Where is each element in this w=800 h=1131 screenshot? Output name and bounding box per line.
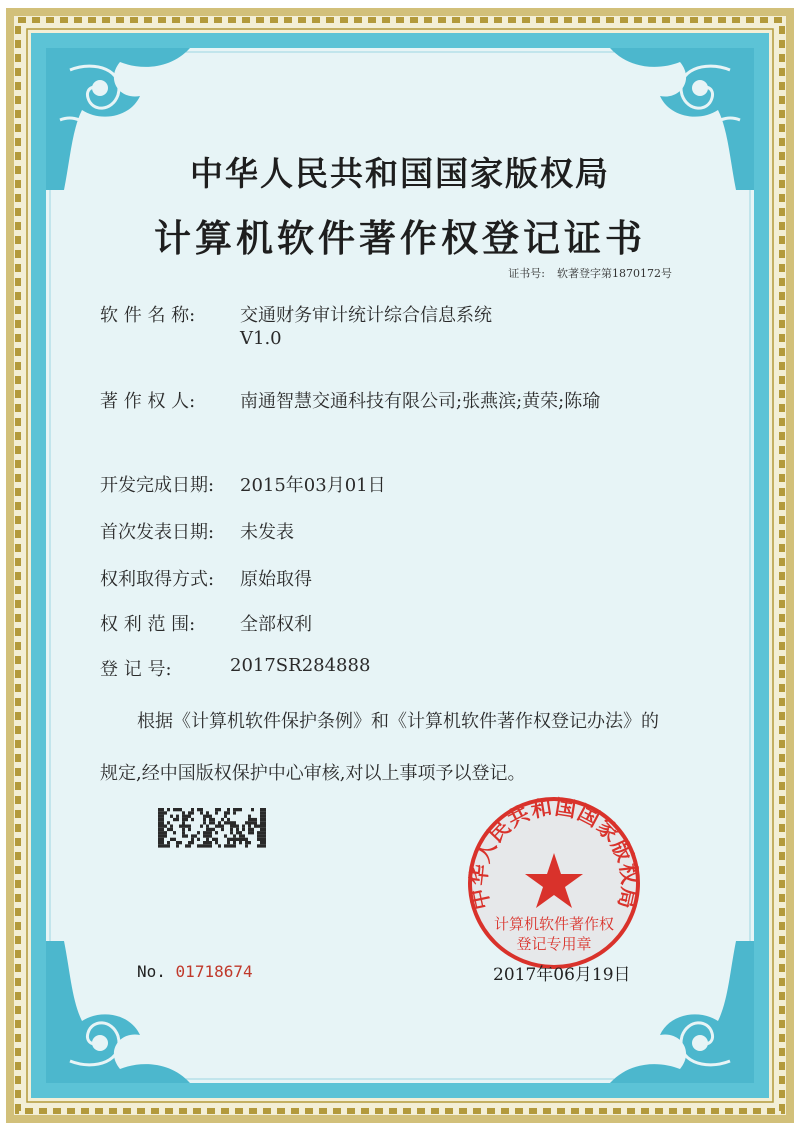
barcode-module <box>233 825 236 828</box>
barcode-module <box>206 811 209 814</box>
barcode-module <box>227 818 230 821</box>
completion-date-label: 开发完成日期: <box>100 475 215 496</box>
barcode-module <box>173 818 176 821</box>
barcode-module <box>260 821 263 824</box>
barcode-module <box>260 811 263 814</box>
barcode-module <box>173 808 176 811</box>
barcode-module <box>242 828 245 831</box>
barcode-module <box>197 844 200 847</box>
barcode-module <box>161 828 164 831</box>
barcode-module <box>191 811 194 814</box>
rights-scope-label: 权 利 范 围: <box>100 614 196 635</box>
barcode-module <box>200 808 203 811</box>
certificate-title: 计算机软件著作权登记证书 <box>154 216 646 260</box>
barcode-module <box>227 821 230 824</box>
barcode-module <box>158 818 161 821</box>
barcode-module <box>224 844 227 847</box>
barcode-module <box>233 834 236 837</box>
barcode-module <box>227 808 230 811</box>
barcode-module <box>260 815 263 818</box>
barcode-module <box>206 815 209 818</box>
barcode-module <box>236 825 239 828</box>
barcode-module <box>218 821 221 824</box>
barcode-module <box>158 828 161 831</box>
barcode-module <box>158 844 161 847</box>
acquisition-method-value: 原始取得 <box>240 569 312 590</box>
barcode-module <box>239 831 242 834</box>
barcode-module <box>182 834 185 837</box>
barcode-module <box>242 838 245 841</box>
software-name-label: 软 件 名 称: <box>100 305 196 326</box>
barcode-module <box>257 825 260 828</box>
barcode <box>158 808 266 848</box>
barcode-module <box>191 818 194 821</box>
barcode-module <box>236 808 239 811</box>
copyright-owner-value: 南通智慧交通科技有限公司;张燕滨;黄荣;陈瑜 <box>240 391 601 412</box>
barcode-module <box>170 838 173 841</box>
barcode-module <box>209 828 212 831</box>
barcode-module <box>203 815 206 818</box>
barcode-module <box>158 821 161 824</box>
barcode-module <box>248 831 251 834</box>
barcode-module <box>185 834 188 837</box>
barcode-module <box>209 831 212 834</box>
barcode-module <box>209 844 212 847</box>
barcode-module <box>161 825 164 828</box>
barcode-module <box>215 841 218 844</box>
barcode-module <box>182 831 185 834</box>
barcode-module <box>179 841 182 844</box>
barcode-module <box>158 811 161 814</box>
barcode-module <box>161 811 164 814</box>
barcode-module <box>230 828 233 831</box>
issue-date: 2017年06月19日 <box>493 965 631 985</box>
barcode-module <box>230 844 233 847</box>
barcode-module <box>209 815 212 818</box>
barcode-module <box>206 844 209 847</box>
serial-number-label: No. <box>137 962 166 981</box>
barcode-module <box>191 834 194 837</box>
software-version-value: V1.0 <box>240 328 282 349</box>
barcode-module <box>263 808 266 811</box>
barcode-module <box>230 821 233 824</box>
barcode-module <box>161 844 164 847</box>
barcode-module <box>185 825 188 828</box>
barcode-module <box>245 838 248 841</box>
barcode-module <box>263 815 266 818</box>
barcode-module <box>161 831 164 834</box>
barcode-module <box>263 831 266 834</box>
barcode-module <box>260 844 263 847</box>
barcode-module <box>167 828 170 831</box>
barcode-module <box>263 825 266 828</box>
barcode-module <box>263 834 266 837</box>
barcode-module <box>212 818 215 821</box>
barcode-module <box>185 844 188 847</box>
barcode-module <box>197 831 200 834</box>
barcode-module <box>260 838 263 841</box>
barcode-module <box>203 841 206 844</box>
barcode-module <box>206 838 209 841</box>
barcode-module <box>176 815 179 818</box>
barcode-module <box>158 838 161 841</box>
barcode-module <box>209 818 212 821</box>
barcode-module <box>185 815 188 818</box>
barcode-module <box>263 838 266 841</box>
barcode-module <box>158 815 161 818</box>
barcode-module <box>191 841 194 844</box>
barcode-module <box>206 841 209 844</box>
barcode-module <box>176 818 179 821</box>
barcode-module <box>242 825 245 828</box>
barcode-module <box>227 841 230 844</box>
barcode-module <box>212 838 215 841</box>
completion-date-value: 2015年03月01日 <box>240 475 386 496</box>
software-name-value: 交通财务审计统计综合信息系统 <box>240 305 492 326</box>
barcode-module <box>191 808 194 811</box>
barcode-module <box>263 841 266 844</box>
barcode-module <box>188 841 191 844</box>
barcode-module <box>158 808 161 811</box>
barcode-module <box>176 808 179 811</box>
serial-number-value: 01718674 <box>175 962 253 981</box>
registration-number-label: 登 记 号: <box>100 659 172 680</box>
barcode-module <box>206 825 209 828</box>
barcode-module <box>233 811 236 814</box>
barcode-module <box>182 828 185 831</box>
barcode-module <box>254 825 257 828</box>
barcode-module <box>188 828 191 831</box>
barcode-module <box>254 818 257 821</box>
barcode-module <box>233 844 236 847</box>
barcode-module <box>233 841 236 844</box>
barcode-module <box>188 815 191 818</box>
barcode-module <box>263 811 266 814</box>
barcode-module <box>179 825 182 828</box>
barcode-module <box>251 831 254 834</box>
publication-date-label: 首次发表日期: <box>100 522 215 543</box>
barcode-module <box>158 825 161 828</box>
barcode-module <box>164 844 167 847</box>
barcode-module <box>236 838 239 841</box>
barcode-module <box>263 844 266 847</box>
barcode-module <box>188 811 191 814</box>
barcode-module <box>200 844 203 847</box>
barcode-module <box>206 834 209 837</box>
acquisition-method-label: 权利取得方式: <box>100 569 215 590</box>
barcode-module <box>233 838 236 841</box>
barcode-module <box>167 821 170 824</box>
barcode-module <box>200 825 203 828</box>
barcode-module <box>167 841 170 844</box>
barcode-module <box>182 815 185 818</box>
barcode-module <box>206 831 209 834</box>
barcode-module <box>194 834 197 837</box>
copyright-owner-label: 著 作 权 人: <box>100 391 196 412</box>
barcode-module <box>167 844 170 847</box>
barcode-module <box>254 821 257 824</box>
barcode-module <box>197 808 200 811</box>
barcode-module <box>161 841 164 844</box>
barcode-module <box>245 821 248 824</box>
barcode-module <box>248 818 251 821</box>
barcode-module <box>185 818 188 821</box>
barcode-module <box>173 838 176 841</box>
barcode-module <box>248 828 251 831</box>
barcode-module <box>245 841 248 844</box>
barcode-module <box>158 841 161 844</box>
barcode-module <box>239 834 242 837</box>
barcode-module <box>251 808 254 811</box>
barcode-module <box>248 815 251 818</box>
barcode-module <box>170 825 173 828</box>
barcode-module <box>188 825 191 828</box>
barcode-module <box>260 828 263 831</box>
barcode-module <box>248 821 251 824</box>
barcode-module <box>230 825 233 828</box>
seal-line-1: 计算机软件著作权 <box>493 915 615 933</box>
barcode-module <box>227 811 230 814</box>
serial-number <box>137 962 253 981</box>
barcode-module <box>170 828 173 831</box>
barcode-module <box>257 844 260 847</box>
barcode-module <box>236 831 239 834</box>
barcode-module <box>227 844 230 847</box>
barcode-module <box>176 844 179 847</box>
authority-title: 中华人民共和国国家版权局 <box>190 154 610 193</box>
barcode-module <box>224 821 227 824</box>
barcode-module <box>248 841 251 844</box>
barcode-module <box>200 811 203 814</box>
barcode-module <box>236 828 239 831</box>
barcode-module <box>182 818 185 821</box>
barcode-module <box>263 818 266 821</box>
barcode-module <box>221 818 224 821</box>
barcode-module <box>215 808 218 811</box>
rights-scope-value: 全部权利 <box>240 614 312 635</box>
barcode-module <box>227 838 230 841</box>
barcode-module <box>209 841 212 844</box>
barcode-module <box>221 825 224 828</box>
barcode-module <box>251 828 254 831</box>
statement-line-1: 根据《计算机软件保护条例》和《计算机软件著作权登记办法》的 <box>137 711 659 732</box>
barcode-module <box>164 831 167 834</box>
barcode-module <box>188 844 191 847</box>
barcode-module <box>233 821 236 824</box>
barcode-module <box>215 825 218 828</box>
barcode-module <box>182 821 185 824</box>
barcode-module <box>158 831 161 834</box>
barcode-module <box>263 821 266 824</box>
barcode-module <box>263 828 266 831</box>
barcode-module <box>173 831 176 834</box>
barcode-module <box>239 841 242 844</box>
barcode-module <box>245 844 248 847</box>
barcode-module <box>212 828 215 831</box>
barcode-module <box>251 821 254 824</box>
barcode-module <box>215 838 218 841</box>
seal-line-2: 登记专用章 <box>516 935 592 953</box>
publication-date-value: 未发表 <box>240 522 294 543</box>
barcode-module <box>176 841 179 844</box>
barcode-module <box>224 815 227 818</box>
barcode-module <box>218 825 221 828</box>
barcode-module <box>203 844 206 847</box>
barcode-module <box>257 831 260 834</box>
barcode-module <box>203 831 206 834</box>
registration-number-value: 2017SR284888 <box>230 655 371 676</box>
barcode-module <box>260 808 263 811</box>
barcode-module <box>197 838 200 841</box>
barcode-module <box>167 808 170 811</box>
barcode-module <box>164 834 167 837</box>
barcode-module <box>161 834 164 837</box>
barcode-module <box>158 834 161 837</box>
barcode-module <box>221 828 224 831</box>
barcode-module <box>224 834 227 837</box>
barcode-module <box>230 831 233 834</box>
certificate-number <box>508 265 672 281</box>
barcode-module <box>251 818 254 821</box>
barcode-module <box>164 825 167 828</box>
barcode-module <box>164 811 167 814</box>
barcode-module <box>212 821 215 824</box>
barcode-module <box>215 811 218 814</box>
barcode-module <box>206 828 209 831</box>
barcode-module <box>215 831 218 834</box>
barcode-module <box>203 821 206 824</box>
barcode-module <box>218 808 221 811</box>
barcode-module <box>182 825 185 828</box>
barcode-module <box>257 838 260 841</box>
statement-line-2: 规定,经中国版权保护中心审核,对以上事项予以登记。 <box>100 763 526 784</box>
barcode-module <box>161 838 164 841</box>
barcode-module <box>260 831 263 834</box>
barcode-module <box>161 818 164 821</box>
barcode-module <box>203 818 206 821</box>
barcode-module <box>179 808 182 811</box>
barcode-module <box>182 811 185 814</box>
certificate-number-label: 证书号: <box>508 267 545 280</box>
barcode-module <box>161 815 164 818</box>
official-seal <box>466 795 642 971</box>
barcode-module <box>239 808 242 811</box>
seal-ring-text: 中华人民共和国国家版权局 <box>466 795 642 912</box>
barcode-module <box>170 815 173 818</box>
barcode-module <box>233 808 236 811</box>
certificate-number-value: 软著登字第1870172号 <box>557 267 672 280</box>
barcode-module <box>242 834 245 837</box>
barcode-module <box>191 838 194 841</box>
barcode-module <box>260 841 263 844</box>
barcode-module <box>161 821 164 824</box>
barcode-module <box>203 834 206 837</box>
barcode-module <box>161 808 164 811</box>
barcode-module <box>230 838 233 841</box>
barcode-module <box>248 825 251 828</box>
barcode-module <box>257 834 260 837</box>
barcode-module <box>260 834 263 837</box>
barcode-module <box>239 838 242 841</box>
barcode-module <box>209 821 212 824</box>
barcode-module <box>260 818 263 821</box>
barcode-module <box>260 825 263 828</box>
barcode-module <box>224 811 227 814</box>
barcode-module <box>218 844 221 847</box>
barcode-module <box>209 834 212 837</box>
